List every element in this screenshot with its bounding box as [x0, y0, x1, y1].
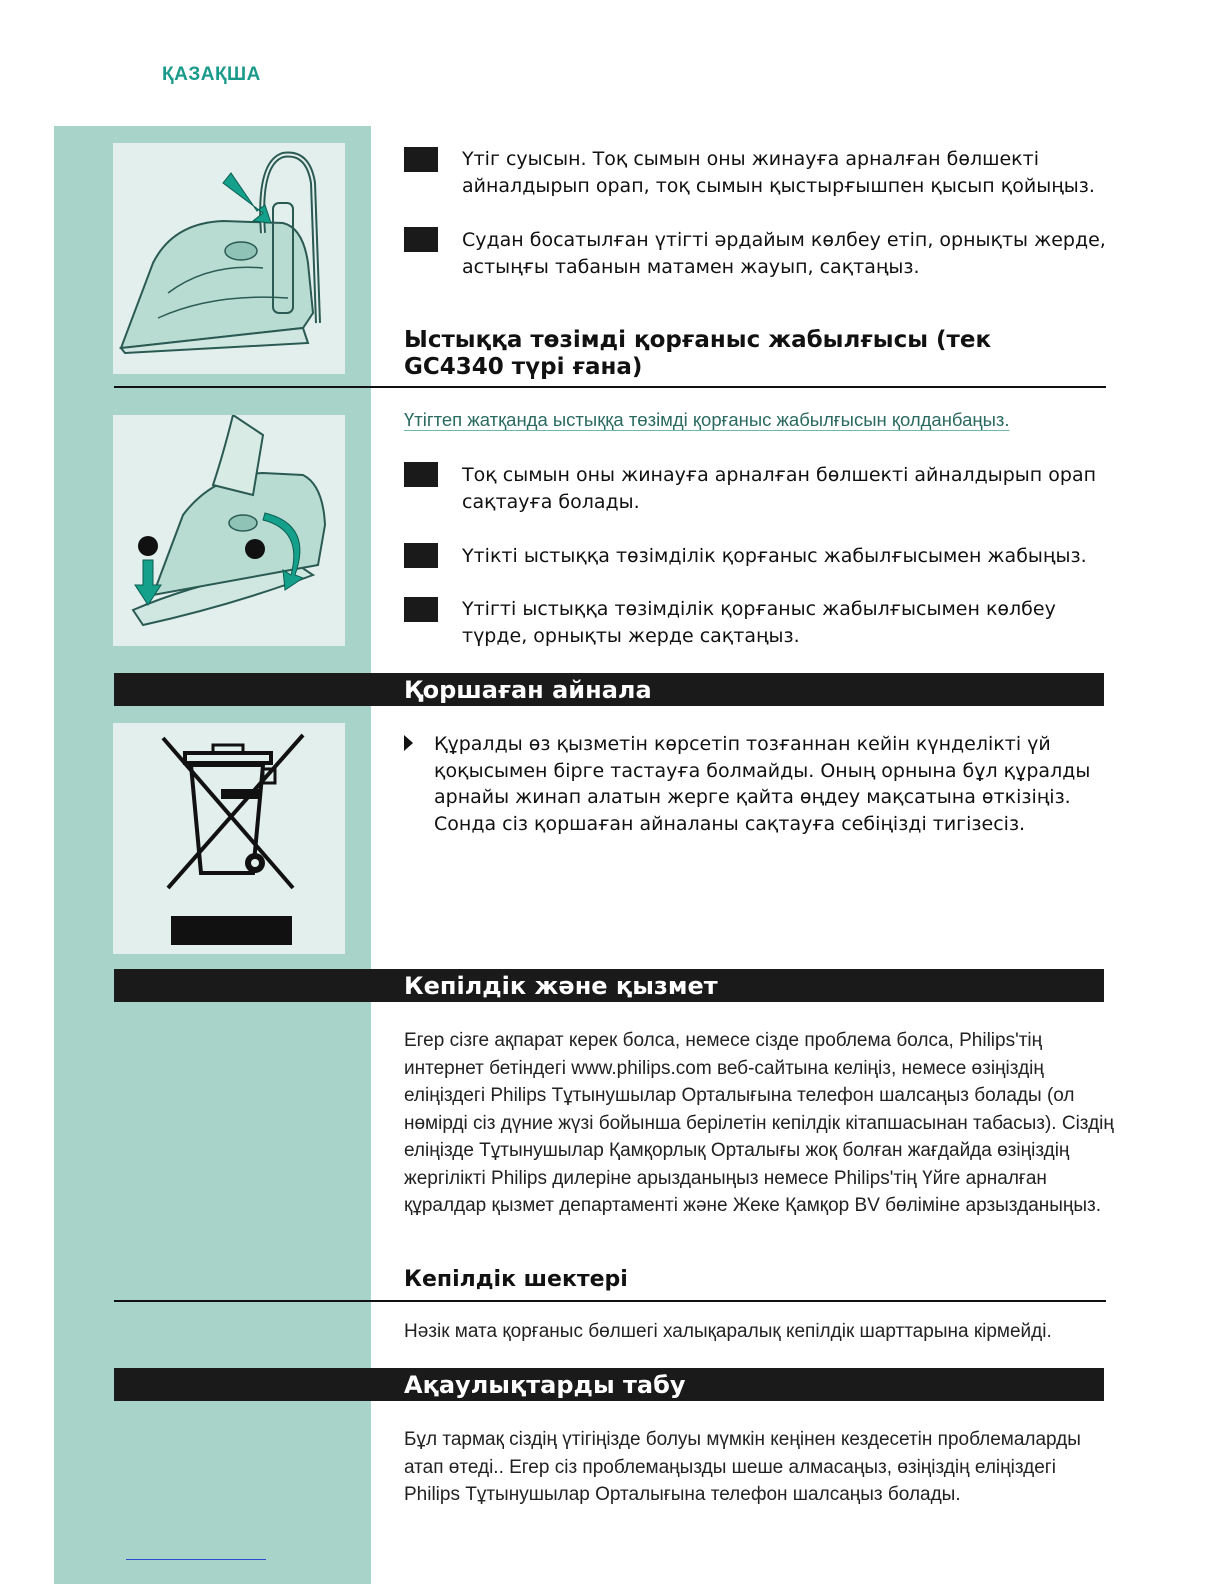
section-divider [114, 1300, 1106, 1302]
guarantee-heading: Кепілдік және қызмет [404, 972, 718, 1000]
guarantee-restrictions-body: Нәзік мата қорғаныс бөлшегі халықаралық кепілдік шарттарына кірмейді. [404, 1321, 1052, 1342]
iron-cord-storage-illustration [113, 143, 345, 374]
step-marker [404, 227, 438, 252]
heat-cover-heading: Ыстыққа төзімді қорғаныс жабылғысы (тек GC4340 түрі ғана) [404, 327, 992, 380]
step-marker [404, 543, 438, 568]
language-label: ҚАЗАҚША [162, 64, 261, 85]
storage-step-1: Үтіг суысын. Тоқ сымын оны жинауға арналған бөлшекті айналдырып орап, тоқ сымын қыстырғышпен қысып қойыңыз. [462, 148, 1095, 197]
step-marker [404, 462, 438, 487]
step-marker [404, 147, 438, 172]
section-divider [114, 386, 1106, 388]
recycle-bin-illustration [113, 723, 345, 954]
heat-cover-warning: Үтігтеп жатқанда ыстыққа төзімді қорғаныс жабылғысын қолданбаңыз. [404, 409, 1010, 430]
storage-step-2: Судан босатылған үтігті әрдайым көлбеу етіп, орнықты жерде, астыңғы табанын матамен жауып, сақтаңыз. [462, 229, 1106, 278]
footer-link-underline[interactable] [126, 1559, 266, 1560]
step-marker [404, 597, 438, 622]
troubleshooting-heading: Ақаулықтарды табу [404, 1371, 686, 1399]
environment-heading: Қоршаған айнала [404, 676, 652, 704]
troubleshooting-body: Бұл тармақ сіздің үтігіңізде болуы мүмкін кеңінен кездесетін проблемаларды атап өтеді.. Егер сіз проблемаңызды шеше алмасаңыз, өзіңіздің еліңіздегі Philips Тұтынушылар Орталығына телефон шалсаңыз болады. [404, 1429, 1081, 1505]
bullet-icon [404, 735, 413, 751]
environment-title-bar [114, 673, 1104, 706]
heat-cover-illustration [113, 415, 345, 646]
guarantee-body: Егер сізге ақпарат керек болса, немесе сізде проблема болса, Philips'тің интернет бетіндегі www.philips.com веб-сайтына келіңіз, немесе өзіңіздің еліңіздегі Philips Тұтынушылар Орталығына телефон шалсаңыз болады (ол нөмірді сіз дүние жүзі бойынша берілетін кепілдік кітапшасынан табасыз). Сіздің еліңізде Тұтынушылар Қамқорлық Орталығы жоқ болған жағдайда өзіңіздің жергілікті Philips дилеріне арызданыңыз немесе Philips'тің Үйге арналған құралдар қызмет департаменті және Жеке Қамқор BV бөліміне арзызданыңыз. [404, 1030, 1114, 1216]
guarantee-restrictions-heading: Кепілдік шектері [404, 1267, 628, 1292]
heat-cover-step-3: Үтігті ыстыққа төзімділік қорғаныс жабылғысымен көлбеу түрде, орнықты жерде сақтаңыз. [462, 598, 1056, 647]
environment-bullet-text: Құралды өз қызметін көрсетіп тозғаннан кейін күнделікті үй қоқысымен бірге тастауға болмайды. Оның орнына бұл құралды арнайы жинап алатын жерге қайта өңдеу мақсатына өткізіңіз. Сонда сіз қоршаған айналаны сақтауға себіңізді тигізесіз. [434, 733, 1091, 835]
heat-cover-step-2: Үтікті ыстыққа төзімділік қорғаныс жабылғысымен жабыңыз. [462, 545, 1087, 567]
heat-cover-step-1: Тоқ сымын оны жинауға арналған бөлшекті айналдырып орап сақтауға болады. [462, 464, 1097, 513]
guarantee-title-bar [114, 969, 1104, 1002]
troubleshooting-title-bar [114, 1368, 1104, 1401]
